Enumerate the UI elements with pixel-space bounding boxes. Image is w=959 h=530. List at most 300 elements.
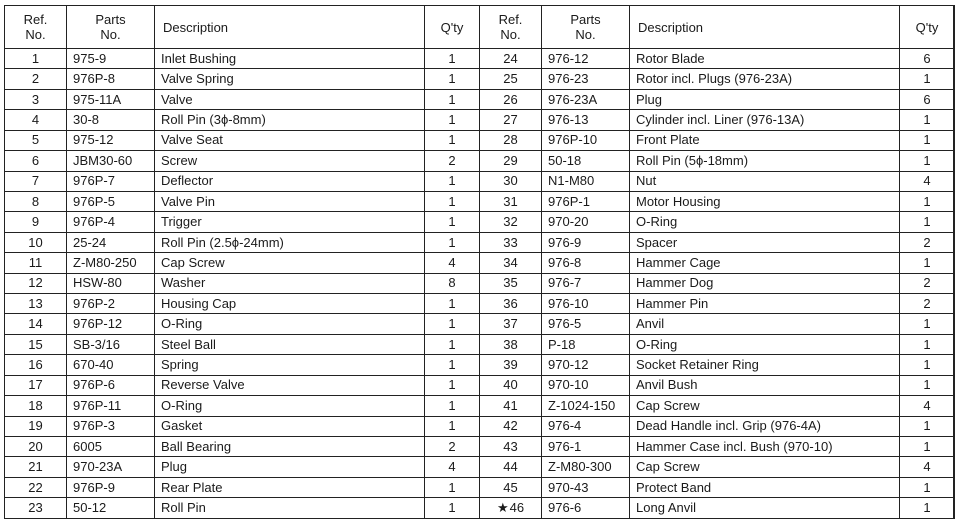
description-cell-text: Roll Pin	[161, 500, 206, 516]
quantity-cell-text: 2	[923, 295, 931, 311]
part-number-cell-text: 976-9	[548, 234, 582, 250]
part-number-cell-text: P-18	[548, 336, 576, 352]
quantity-cell-text: 8	[448, 275, 456, 291]
quantity-cell-text: 2	[923, 234, 931, 250]
quantity-cell	[900, 191, 955, 211]
ref-cell-text: 45	[503, 479, 518, 495]
description-cell-text: Roll Pin (2.5ϕ-24mm)	[161, 234, 284, 250]
ref-cell-text: 24	[503, 50, 518, 66]
quantity-cell	[425, 110, 480, 130]
part-number-cell	[542, 375, 630, 395]
ref-cell	[480, 273, 542, 293]
ref-cell-text: 20	[28, 438, 43, 454]
description-cell	[155, 110, 425, 130]
quantity-cell	[425, 416, 480, 436]
ref-cell-text: 4	[31, 111, 40, 127]
part-number-cell	[542, 396, 630, 416]
description-cell	[630, 416, 900, 436]
quantity-cell	[425, 171, 480, 191]
ref-cell-text: 1	[31, 50, 40, 66]
table-row	[5, 253, 480, 273]
description-cell-text: Deflector	[161, 173, 214, 189]
description-cell-text: Reverse Valve	[161, 377, 245, 393]
description-cell-text: Steel Ball	[161, 336, 216, 352]
ref-cell-text: 15	[28, 336, 43, 352]
part-number-cell-text: 976P-7	[73, 173, 115, 189]
header-parts: Parts No.	[542, 6, 630, 49]
ref-cell	[5, 69, 67, 89]
table-row	[5, 375, 480, 395]
part-number-cell	[542, 191, 630, 211]
part-number-cell-text: 976P-1	[548, 193, 590, 209]
table-row	[5, 69, 480, 89]
table-row	[5, 355, 480, 375]
part-number-cell-text: 976-7	[548, 275, 582, 291]
ref-cell-text: 17	[28, 377, 43, 393]
header-ref: Ref. No.	[5, 6, 67, 49]
part-number-cell-text: 6005	[73, 438, 102, 454]
description-cell	[630, 355, 900, 375]
table-row	[5, 49, 480, 69]
ref-cell	[480, 294, 542, 314]
part-number-cell	[542, 110, 630, 130]
quantity-cell	[425, 69, 480, 89]
description-cell	[630, 437, 900, 457]
description-cell-text: Cap Screw	[636, 459, 700, 475]
quantity-cell	[900, 273, 955, 293]
part-number-cell-text: 976P-12	[73, 316, 123, 332]
description-cell-text: Protect Band	[636, 479, 712, 495]
description-cell-text: Hammer Dog	[636, 275, 714, 291]
quantity-cell-text: 4	[448, 459, 456, 475]
table-row	[480, 69, 955, 89]
quantity-cell	[900, 130, 955, 150]
part-number-cell	[542, 151, 630, 171]
description-cell-text: Roll Pin (5ϕ-18mm)	[636, 152, 749, 168]
quantity-cell-text: 1	[923, 316, 931, 332]
quantity-cell	[425, 334, 480, 354]
part-number-cell-text: 976P-2	[73, 295, 115, 311]
ref-cell	[5, 151, 67, 171]
part-number-cell-text: 976-5	[548, 316, 582, 332]
ref-cell-text: 2	[31, 71, 40, 87]
quantity-cell	[425, 457, 480, 477]
part-number-cell-text: Z-M80-300	[548, 459, 612, 475]
part-number-cell-text: Z-M80-250	[73, 254, 137, 270]
table-row	[480, 49, 955, 69]
ref-cell	[5, 334, 67, 354]
description-cell-text: Roll Pin (3ϕ-8mm)	[161, 111, 266, 127]
ref-cell-text: 34	[503, 254, 518, 270]
quantity-cell	[425, 396, 480, 416]
description-cell-text: Long Anvil	[636, 500, 696, 516]
part-number-cell	[542, 294, 630, 314]
ref-cell	[5, 232, 67, 252]
ref-cell-text: 39	[503, 357, 518, 373]
description-cell	[155, 130, 425, 150]
description-cell-text: O-Ring	[636, 336, 678, 352]
quantity-cell	[900, 396, 955, 416]
part-number-cell-text: 976-23A	[548, 91, 598, 107]
header-qty: Q'ty	[900, 6, 955, 49]
header-row	[5, 6, 480, 49]
parts-list	[4, 5, 954, 519]
table-row	[5, 396, 480, 416]
table-row	[5, 314, 480, 334]
part-number-cell-text: 975-12	[73, 132, 114, 148]
table-row	[5, 212, 480, 232]
table-row	[5, 498, 480, 519]
quantity-cell-text: 1	[448, 316, 456, 332]
description-cell-text: Ball Bearing	[161, 438, 232, 454]
table-row	[480, 232, 955, 252]
description-cell-text: Rotor Blade	[636, 50, 705, 66]
quantity-cell	[425, 191, 480, 211]
table-row	[5, 416, 480, 436]
part-number-cell	[67, 191, 155, 211]
table-row	[480, 212, 955, 232]
part-number-cell	[67, 375, 155, 395]
ref-cell	[5, 110, 67, 130]
header-description: Description	[155, 6, 425, 49]
ref-cell-text: 14	[28, 316, 43, 332]
part-number-cell	[67, 232, 155, 252]
ref-cell	[480, 151, 542, 171]
quantity-cell	[900, 294, 955, 314]
quantity-cell	[900, 314, 955, 334]
part-number-cell-text: 976P-9	[73, 479, 115, 495]
ref-cell	[480, 110, 542, 130]
quantity-cell	[900, 375, 955, 395]
part-number-cell-text: 970-10	[548, 377, 589, 393]
part-number-cell-text: 976P-3	[73, 418, 115, 434]
quantity-cell	[425, 151, 480, 171]
ref-cell	[5, 273, 67, 293]
description-cell-text: Cap Screw	[636, 397, 700, 413]
part-number-cell	[542, 457, 630, 477]
part-number-cell	[67, 49, 155, 69]
ref-cell-text: 44	[503, 459, 518, 475]
header-parts: Parts No.	[67, 6, 155, 49]
description-cell-text: Cylinder incl. Liner (976-13A)	[636, 111, 805, 127]
quantity-cell	[425, 253, 480, 273]
table-row	[480, 110, 955, 130]
table-row	[5, 110, 480, 130]
ref-cell	[5, 191, 67, 211]
description-cell-text: Cap Screw	[161, 254, 225, 270]
quantity-cell	[425, 273, 480, 293]
quantity-cell	[900, 437, 955, 457]
part-number-cell-text: 976-10	[548, 295, 589, 311]
description-cell-text: Plug	[636, 91, 663, 107]
quantity-cell-text: 1	[448, 173, 456, 189]
quantity-cell-text: 4	[923, 459, 931, 475]
table-row	[480, 396, 955, 416]
quantity-cell-text: 1	[923, 214, 931, 230]
table-row	[5, 130, 480, 150]
quantity-cell	[425, 232, 480, 252]
part-number-cell-text: 970-12	[548, 357, 589, 373]
quantity-cell-text: 2	[448, 152, 456, 168]
ref-cell-text: 40	[503, 377, 518, 393]
description-cell	[630, 151, 900, 171]
quantity-cell-text: 4	[448, 254, 456, 270]
table-row	[480, 89, 955, 109]
ref-cell	[480, 355, 542, 375]
part-number-cell-text: 976-8	[548, 254, 582, 270]
ref-cell	[480, 253, 542, 273]
ref-cell-text: 5	[31, 132, 40, 148]
quantity-cell	[425, 212, 480, 232]
part-number-cell	[542, 437, 630, 457]
header-description: Description	[630, 6, 900, 49]
quantity-cell-text: 1	[448, 357, 456, 373]
description-cell	[155, 375, 425, 395]
table-row	[5, 273, 480, 293]
description-cell-text: Valve Seat	[161, 132, 223, 148]
part-number-cell-text: Z-1024-150	[548, 397, 616, 413]
ref-cell-text: 25	[503, 71, 518, 87]
ref-cell	[480, 171, 542, 191]
ref-cell	[480, 416, 542, 436]
quantity-cell-text: 6	[923, 91, 931, 107]
ref-cell-text: 9	[31, 214, 40, 230]
description-cell-text: Hammer Pin	[636, 295, 709, 311]
quantity-cell-text: 1	[448, 234, 456, 250]
ref-cell-text: 28	[503, 132, 518, 148]
part-number-cell	[67, 355, 155, 375]
table-row	[480, 477, 955, 497]
quantity-cell-text: 1	[923, 377, 931, 393]
quantity-cell-text: 1	[923, 132, 931, 148]
quantity-cell-text: 1	[448, 91, 456, 107]
ref-cell-text: 31	[503, 193, 518, 209]
description-cell	[155, 457, 425, 477]
quantity-cell	[900, 498, 955, 519]
part-number-cell	[67, 334, 155, 354]
quantity-cell-text: 1	[448, 336, 456, 352]
ref-cell	[5, 477, 67, 497]
ref-cell	[5, 314, 67, 334]
quantity-cell-text: 1	[448, 397, 456, 413]
part-number-cell	[67, 212, 155, 232]
description-cell	[155, 416, 425, 436]
ref-cell	[480, 477, 542, 497]
quantity-cell	[900, 355, 955, 375]
quantity-cell	[900, 457, 955, 477]
ref-cell-text: 35	[503, 275, 518, 291]
quantity-cell-text: 1	[448, 111, 456, 127]
part-number-cell	[67, 314, 155, 334]
table-row	[480, 130, 955, 150]
quantity-cell	[425, 130, 480, 150]
ref-cell-text: 23	[28, 500, 43, 516]
ref-cell-text: 33	[503, 234, 518, 250]
quantity-cell-text: 2	[923, 275, 931, 291]
ref-cell	[5, 294, 67, 314]
ref-cell	[480, 314, 542, 334]
quantity-cell	[900, 110, 955, 130]
quantity-cell-text: 1	[923, 111, 931, 127]
ref-cell-text: 7	[31, 173, 40, 189]
description-cell	[630, 232, 900, 252]
description-cell	[630, 498, 900, 519]
description-cell-text: Anvil Bush	[636, 377, 698, 393]
table-row	[5, 232, 480, 252]
description-cell-text: Nut	[636, 173, 657, 189]
description-cell-text: O-Ring	[636, 214, 678, 230]
ref-cell	[5, 89, 67, 109]
description-cell	[155, 232, 425, 252]
ref-cell	[5, 437, 67, 457]
part-number-cell	[67, 437, 155, 457]
quantity-cell-text: 4	[923, 397, 931, 413]
description-cell	[630, 294, 900, 314]
table-row	[480, 273, 955, 293]
part-number-cell-text: 976-13	[548, 111, 589, 127]
description-cell	[155, 294, 425, 314]
quantity-cell	[900, 334, 955, 354]
part-number-cell	[67, 273, 155, 293]
description-cell	[155, 273, 425, 293]
description-cell	[630, 130, 900, 150]
quantity-cell-text: 1	[923, 336, 931, 352]
part-number-cell-text: 976P-8	[73, 71, 115, 87]
part-number-cell-text: 25-24	[73, 234, 107, 250]
star-icon: ★	[496, 500, 509, 516]
table-row	[480, 334, 955, 354]
part-number-cell	[67, 89, 155, 109]
quantity-cell-text: 1	[448, 50, 456, 66]
ref-cell-text: 38	[503, 336, 518, 352]
description-cell	[630, 212, 900, 232]
quantity-cell	[425, 294, 480, 314]
part-number-cell-text: 976P-5	[73, 193, 115, 209]
quantity-cell-text: 2	[448, 438, 456, 454]
quantity-cell-text: 1	[923, 357, 931, 373]
description-cell	[630, 69, 900, 89]
part-number-cell-text: HSW-80	[73, 275, 122, 291]
part-number-cell	[542, 130, 630, 150]
table-row	[480, 253, 955, 273]
quantity-cell-text: 1	[923, 152, 931, 168]
part-number-cell	[67, 151, 155, 171]
part-number-cell-text: 976P-4	[73, 214, 115, 230]
part-number-cell	[542, 171, 630, 191]
ref-cell-text: 18	[28, 397, 43, 413]
description-cell-text: Rotor incl. Plugs (976-23A)	[636, 71, 793, 87]
quantity-cell	[900, 151, 955, 171]
quantity-cell-text: 1	[448, 214, 456, 230]
ref-cell-text: 16	[28, 357, 43, 373]
table-row	[5, 457, 480, 477]
ref-cell	[5, 457, 67, 477]
ref-cell-text: 21	[28, 459, 43, 475]
quantity-cell	[900, 212, 955, 232]
part-number-cell-text: 976P-10	[548, 132, 598, 148]
table-row	[480, 416, 955, 436]
quantity-cell-text: 1	[448, 500, 456, 516]
part-number-cell	[542, 232, 630, 252]
description-cell	[155, 171, 425, 191]
table-row	[480, 151, 955, 171]
part-number-cell-text: 970-43	[548, 479, 589, 495]
part-number-cell	[542, 49, 630, 69]
table-row	[480, 355, 955, 375]
description-cell-text: Motor Housing	[636, 193, 721, 209]
ref-cell	[480, 396, 542, 416]
description-cell	[155, 69, 425, 89]
table-row	[480, 191, 955, 211]
ref-cell	[480, 89, 542, 109]
table-row	[5, 294, 480, 314]
description-cell	[630, 253, 900, 273]
table-row	[5, 191, 480, 211]
quantity-cell	[900, 49, 955, 69]
ref-cell-text: 29	[503, 152, 518, 168]
description-cell	[155, 212, 425, 232]
description-cell-text: Plug	[161, 459, 188, 475]
quantity-cell-text: 1	[923, 418, 931, 434]
quantity-cell	[900, 232, 955, 252]
description-cell-text: Spring	[161, 357, 199, 373]
part-number-cell	[542, 477, 630, 497]
ref-cell-text: 41	[503, 397, 518, 413]
ref-cell-text: 11	[28, 254, 43, 270]
quantity-cell	[425, 355, 480, 375]
ref-cell-text: 13	[28, 295, 43, 311]
quantity-cell	[425, 375, 480, 395]
quantity-cell-text: 1	[448, 132, 456, 148]
part-number-cell	[542, 498, 630, 519]
part-number-cell	[67, 171, 155, 191]
ref-cell-text: 6	[31, 152, 40, 168]
quantity-cell-text: 1	[448, 479, 456, 495]
description-cell-text: Inlet Bushing	[161, 50, 237, 66]
part-number-cell-text: 976P-6	[73, 377, 115, 393]
description-cell-text: Front Plate	[636, 132, 700, 148]
quantity-cell	[900, 171, 955, 191]
part-number-cell-text: 975-9	[73, 50, 107, 66]
part-number-cell-text: 975-11A	[73, 91, 122, 107]
quantity-cell	[425, 437, 480, 457]
quantity-cell	[900, 477, 955, 497]
quantity-cell-text: 1	[448, 193, 456, 209]
ref-cell	[480, 437, 542, 457]
quantity-cell-text: 1	[448, 71, 456, 87]
description-cell-text: Housing Cap	[161, 295, 237, 311]
part-number-cell	[542, 314, 630, 334]
description-cell	[155, 191, 425, 211]
description-cell	[630, 314, 900, 334]
parts-table-left	[4, 5, 480, 519]
ref-cell	[5, 49, 67, 69]
quantity-cell-text: 1	[448, 418, 456, 434]
description-cell-text: Screw	[161, 152, 198, 168]
quantity-cell	[900, 69, 955, 89]
ref-cell-text: 3	[31, 91, 40, 107]
ref-cell-text: 42	[503, 418, 518, 434]
description-cell	[630, 334, 900, 354]
part-number-cell-text: 30-8	[73, 111, 100, 127]
quantity-cell-text: 1	[448, 377, 456, 393]
ref-cell	[480, 334, 542, 354]
description-cell	[155, 396, 425, 416]
header-row	[480, 6, 955, 49]
description-cell-text: Valve	[161, 91, 193, 107]
quantity-cell	[900, 416, 955, 436]
table-row	[5, 334, 480, 354]
